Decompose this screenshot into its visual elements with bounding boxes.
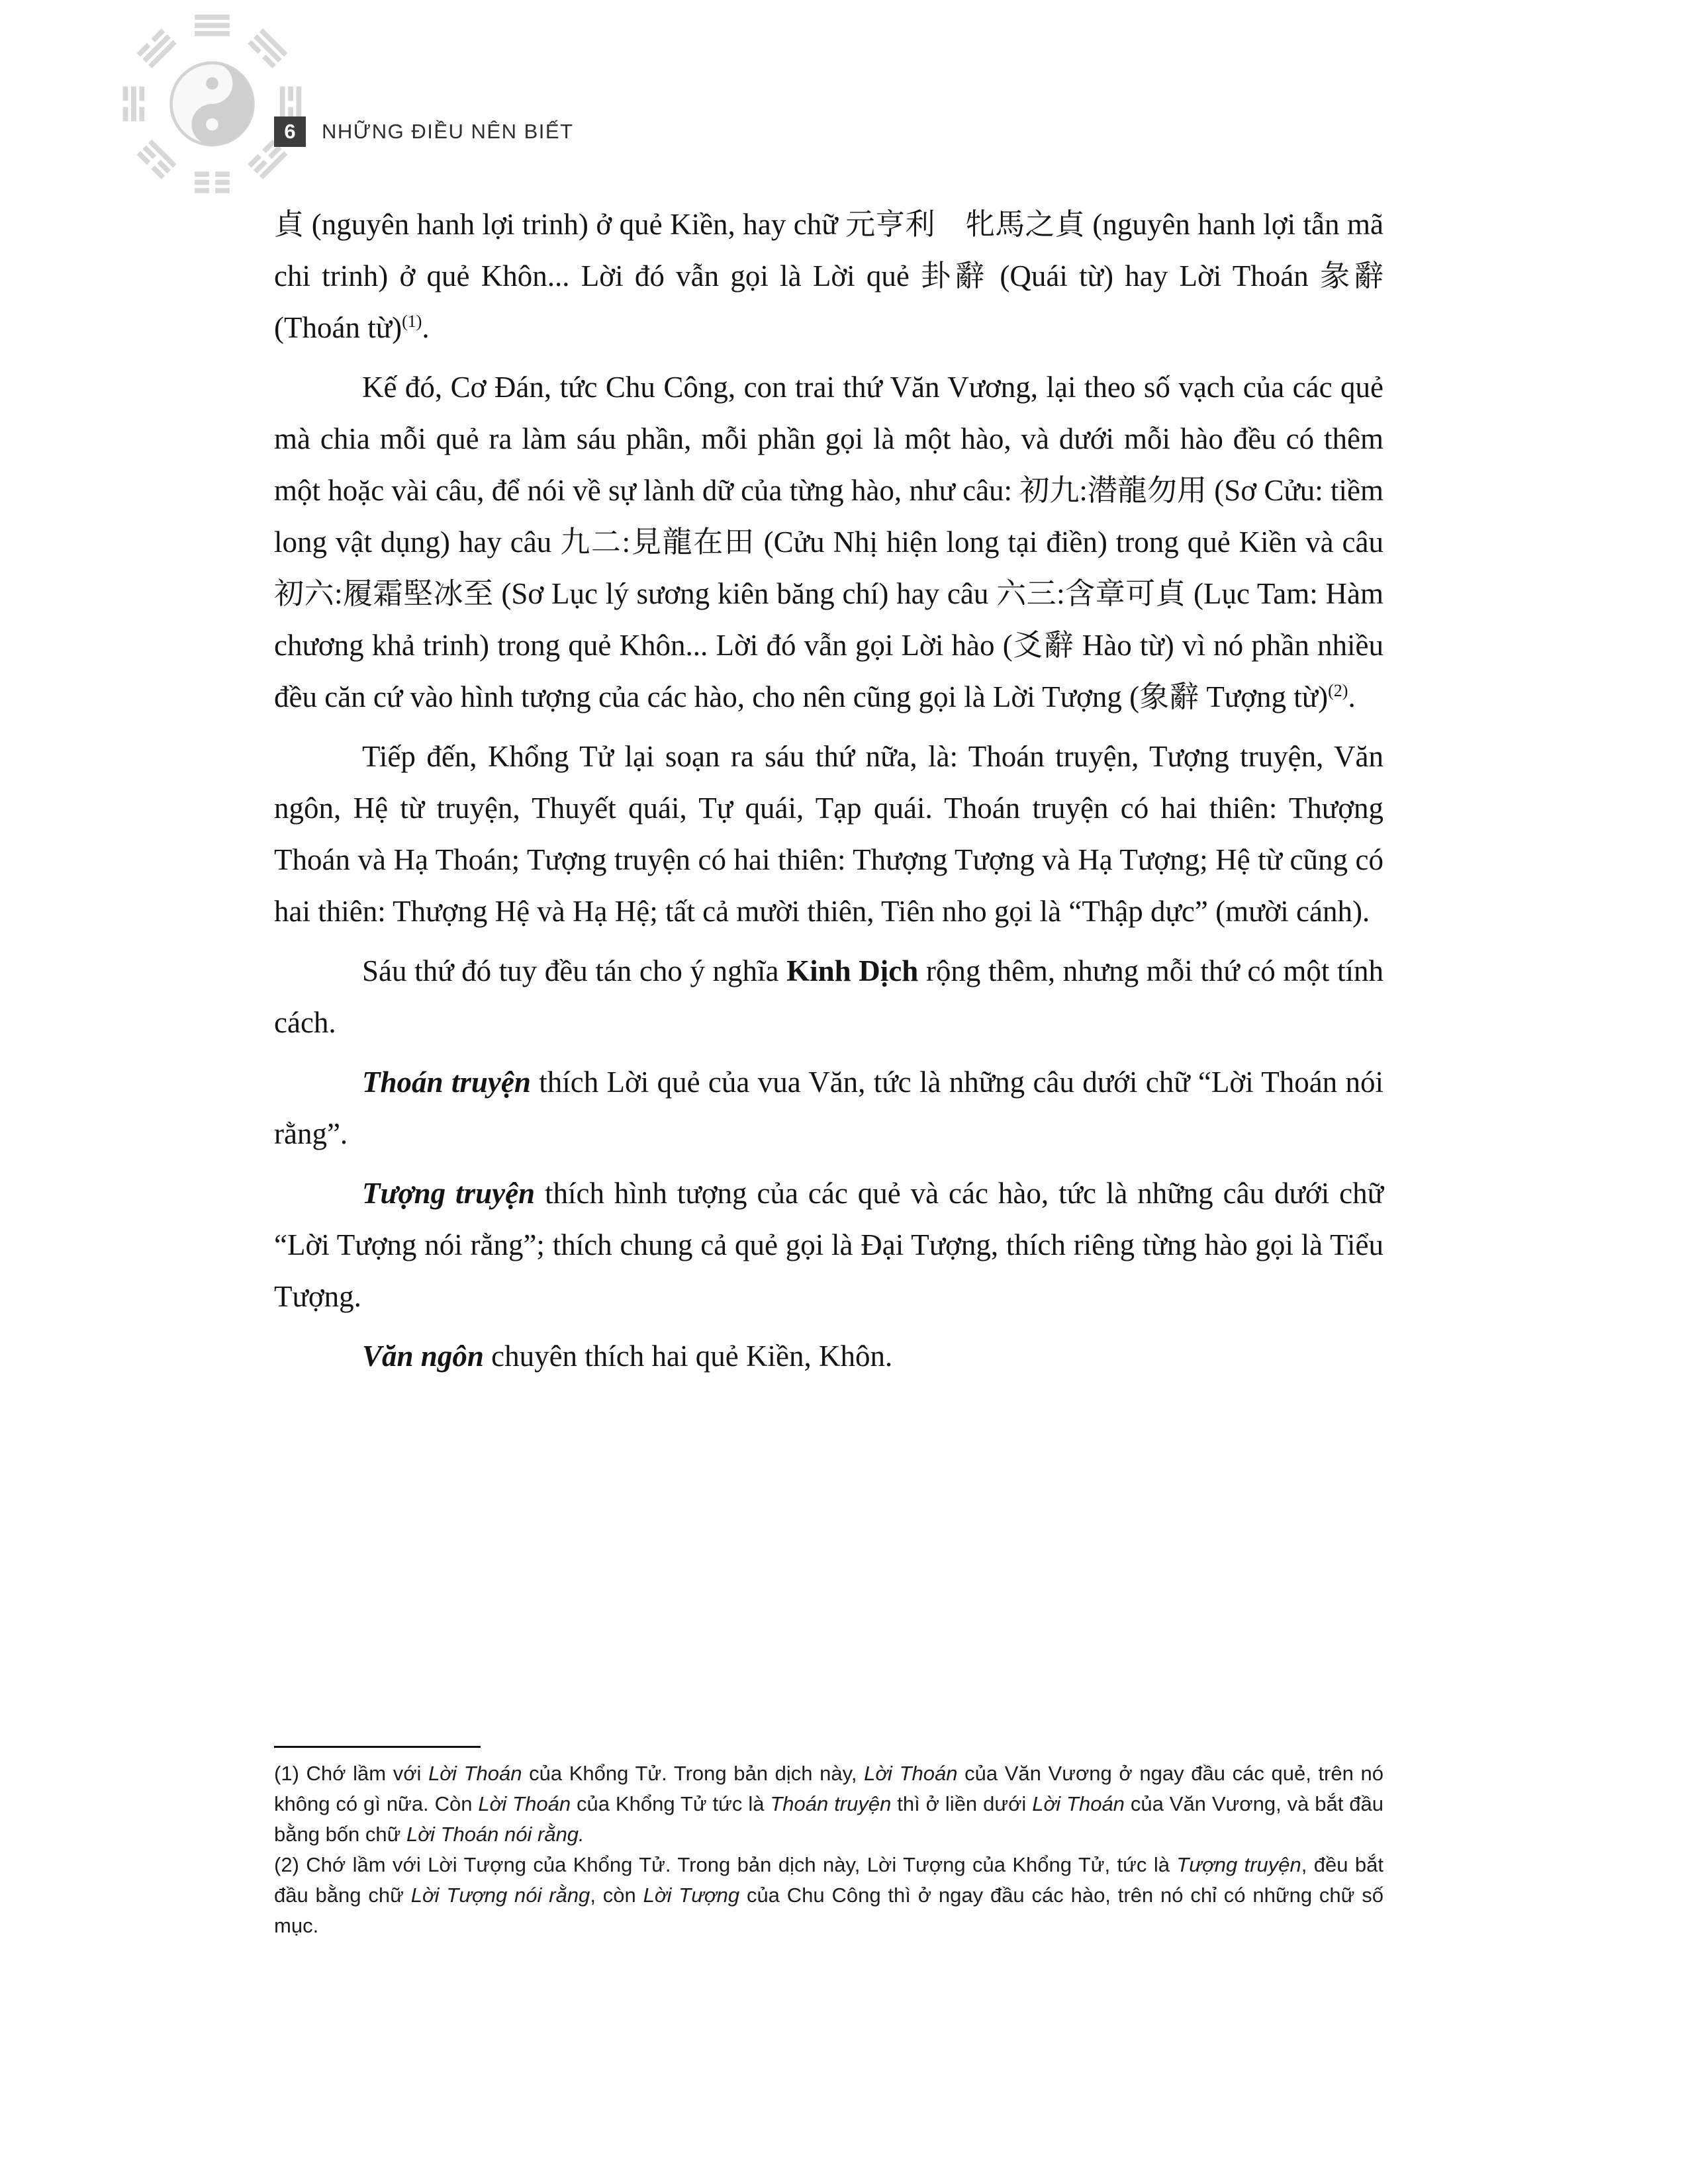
text-run: Thoán truyện xyxy=(362,1066,531,1099)
text-run: Kinh Dịch xyxy=(786,954,919,987)
text-run: Tượng truyện xyxy=(1176,1853,1301,1876)
paragraph xyxy=(274,1330,1383,1382)
running-header-title: NHỮNG ĐIỀU NÊN BIẾT xyxy=(322,120,574,143)
text-run: của Văn Vương, và bắt đầu bằng bốn chữ xyxy=(274,1792,1384,1846)
paragraph xyxy=(274,1056,1383,1160)
text-run: Lời Thoán xyxy=(864,1762,958,1785)
page-number: 6 xyxy=(274,116,306,147)
text-run: thích hình tượng của các quẻ và các hào, tức là những câu dưới chữ “Lời Tượng nói rằng”; thích chung cả quẻ gọi là Đại Tượng, thích riêng từng hào gọi là Tiểu Tượng. xyxy=(274,1177,1383,1313)
running-header xyxy=(274,116,574,147)
paragraph xyxy=(274,361,1383,723)
text-run: Văn ngôn xyxy=(362,1340,484,1373)
text-run: , còn xyxy=(590,1884,643,1907)
text-run: chuyên thích hai quẻ Kiền, Khôn. xyxy=(483,1340,893,1373)
paragraph xyxy=(274,945,1383,1048)
text-run: , đều bắt đầu bằng chữ xyxy=(274,1853,1383,1907)
paragraph xyxy=(274,731,1383,937)
text-run: Kế đó, Cơ Đán, tức Chu Công, con trai thứ Văn Vương, lại theo số vạch của các quẻ mà chia mỗi quẻ ra làm sáu phần, mỗi phần gọi là một hào, và dưới mỗi hào đều có thêm một hoặc vài câu, để nói về sự lành dữ của từng hào, như câu: 初九:潜龍勿用 (Sơ Cửu: tiềm long vật dụng) hay câu 九二:見龍在田 (Cửu Nhị hiện long tại điền) trong quẻ Kiền và câu 初六:履霜堅冰至 (Sơ Lục lý sương kiên băng chí) hay câu 六三:含章可貞 (Lục Tam: Hàm chương khả trinh) trong quẻ Khôn... Lời đó vẫn gọi Lời hào (爻辭 Hào từ) vì nó phần nhiều đều căn cứ vào hình tượng của các hào, cho nên cũng gọi là Lời Tượng (象辭 Tượng từ) xyxy=(274,371,1383,713)
text-run: Tiếp đến, Khổng Tử lại soạn ra sáu thứ nữa, là: Thoán truyện, Tượng truyện, Văn ngôn, Hệ từ truyện, Thuyết quái, Tự quái, Tạp quái. Thoán truyện có hai thiên: Thượng Thoán và Hạ Thoán; Tượng truyện có hai thiên: Thượng Tượng và Hạ Tượng; Hệ từ cũng có hai thiên: Thượng Hệ và Hạ Hệ; tất cả mười thiên, Tiên nho gọi là “Thập dực” (mười cánh). xyxy=(274,740,1383,928)
text-run: của Khổng Tử tức là xyxy=(571,1792,771,1815)
text-run: (2) xyxy=(1328,681,1348,700)
text-run: Lời Thoán nói rằng. xyxy=(406,1823,585,1846)
text-run: Lời Thoán xyxy=(428,1762,522,1785)
text-run: 貞 (nguyên hanh lợi trinh) ở quẻ Kiền, hay chữ 元亨利 牝馬之貞 (nguyên hanh lợi tẫn mã chi trinh) ở quẻ Khôn... Lời đó vẫn gọi là Lời quẻ 卦辭 (Quái từ) hay Lời Thoán 彖辭 (Thoán từ) xyxy=(274,208,1383,344)
text-run: Tượng truyện xyxy=(362,1177,536,1210)
footnote xyxy=(274,1758,1383,1850)
text-run: (1) Chớ lầm với xyxy=(274,1762,429,1785)
text-run: Lời Tượng nói rằng xyxy=(410,1884,590,1907)
body-text xyxy=(274,199,1383,1390)
text-run: (2) Chớ lầm với Lời Tượng của Khổng Tử. Trong bản dịch này, Lời Tượng của Khổng Tử, tức là xyxy=(274,1853,1177,1876)
text-run: Sáu thứ đó tuy đều tán cho ý nghĩa xyxy=(362,954,787,987)
footnote xyxy=(274,1850,1383,1941)
text-run: thích Lời quẻ của vua Văn, tức là những câu dưới chữ “Lời Thoán nói rằng”. xyxy=(274,1066,1384,1150)
text-run: . xyxy=(422,311,430,344)
footnote-list xyxy=(274,1758,1383,1941)
text-run: Lời Thoán xyxy=(478,1792,571,1815)
bagua-yinyang-logo-icon xyxy=(98,1,326,206)
text-run: (1) xyxy=(402,312,422,331)
paragraph xyxy=(274,1167,1383,1322)
text-run: Lời Tượng xyxy=(643,1884,740,1907)
footnotes-section xyxy=(274,1746,1383,1941)
text-run: của Văn Vương ở ngay đầu các quẻ, trên nó không có gì nữa. Còn xyxy=(274,1762,1383,1815)
footnote-separator xyxy=(274,1746,481,1748)
text-run: Thoán truyện xyxy=(770,1792,892,1815)
text-run: của Chu Công thì ở ngay đầu các hào, trên nó chỉ có những chữ số mục. xyxy=(274,1884,1383,1937)
paragraph xyxy=(274,199,1383,353)
text-run: thì ở liền dưới xyxy=(891,1792,1033,1815)
text-run: . xyxy=(1348,680,1356,713)
text-run: Lời Thoán xyxy=(1032,1792,1125,1815)
text-run: của Khổng Tử. Trong bản dịch này, xyxy=(522,1762,865,1785)
text-run: rộng thêm, nhưng mỗi thứ có một tính cách. xyxy=(274,954,1384,1039)
